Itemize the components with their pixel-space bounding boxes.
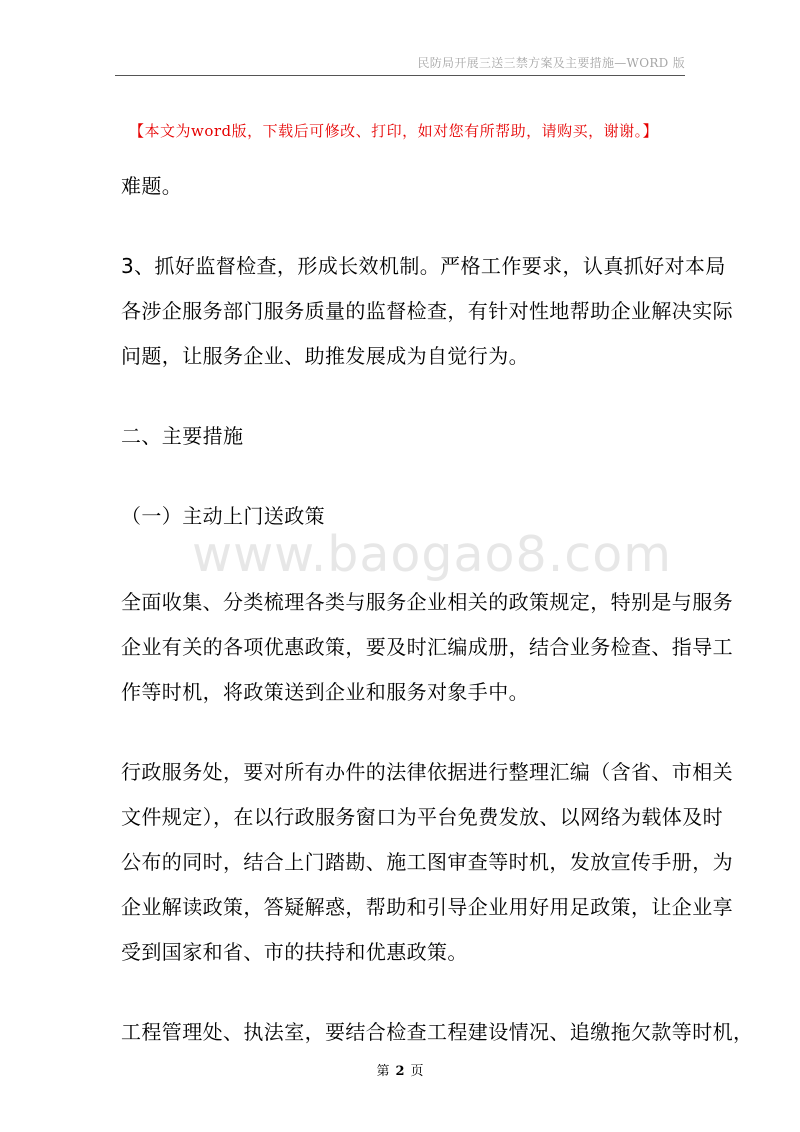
- body-line-para1-3: 作等时机，将政策送到企业和服务对象手中。: [121, 680, 529, 704]
- body-line-para2-1: 行政服务处，要对所有办件的法律依据进行整理汇编（含省、市相关: [121, 760, 733, 784]
- page-suffix: 页: [410, 1064, 424, 1079]
- running-header: 民防局开展三送三禁方案及主要措施—WORD 版: [417, 56, 685, 70]
- page-number-value: 2: [395, 1064, 405, 1079]
- body-line-para1-1: 全面收集、分类梳理各类与服务企业相关的政策规定，特别是与服务: [121, 590, 733, 614]
- body-line-item3-2: 各涉企服务部门服务质量的监督检查，有针对性地帮助企业解决实际: [121, 299, 733, 323]
- header-rule: [115, 75, 685, 76]
- page-number: [0, 1060, 800, 1079]
- download-notice: 【本文为word版，下载后可修改、打印，如对您有所帮助，请购买，谢谢。】: [129, 122, 659, 140]
- watermark: www.baogao8.com: [192, 526, 672, 583]
- body-line-item3-3: 问题，让服务企业、助推发展成为自觉行为。: [121, 344, 529, 368]
- body-line-para1-2: 企业有关的各项优惠政策，要及时汇编成册，结合业务检查、指导工: [121, 635, 733, 659]
- body-line-continuation: 难题。: [121, 174, 183, 198]
- body-line-item3-1: 3、抓好监督检查，形成长效机制。严格工作要求，认真抓好对本局: [121, 254, 726, 278]
- body-line-para3-1: 工程管理处、执法室，要结合检查工程建设情况、追缴拖欠款等时机，: [121, 1020, 754, 1044]
- body-line-para2-2: 文件规定），在以行政服务窗口为平台免费发放、以网络为载体及时: [121, 805, 723, 829]
- body-line-para2-5: 受到国家和省、市的扶持和优惠政策。: [121, 940, 468, 964]
- subsection-heading-policy: （一）主动上门送政策: [121, 504, 325, 528]
- page-prefix: 第: [376, 1064, 390, 1079]
- body-line-para2-3: 公布的同时，结合上门踏勘、施工图审查等时机，发放宣传手册，为: [121, 850, 733, 874]
- section-heading-main-measures: 二、主要措施: [121, 424, 244, 448]
- body-line-para2-4: 企业解读政策，答疑解惑，帮助和引导企业用好用足政策，让企业享: [121, 895, 733, 919]
